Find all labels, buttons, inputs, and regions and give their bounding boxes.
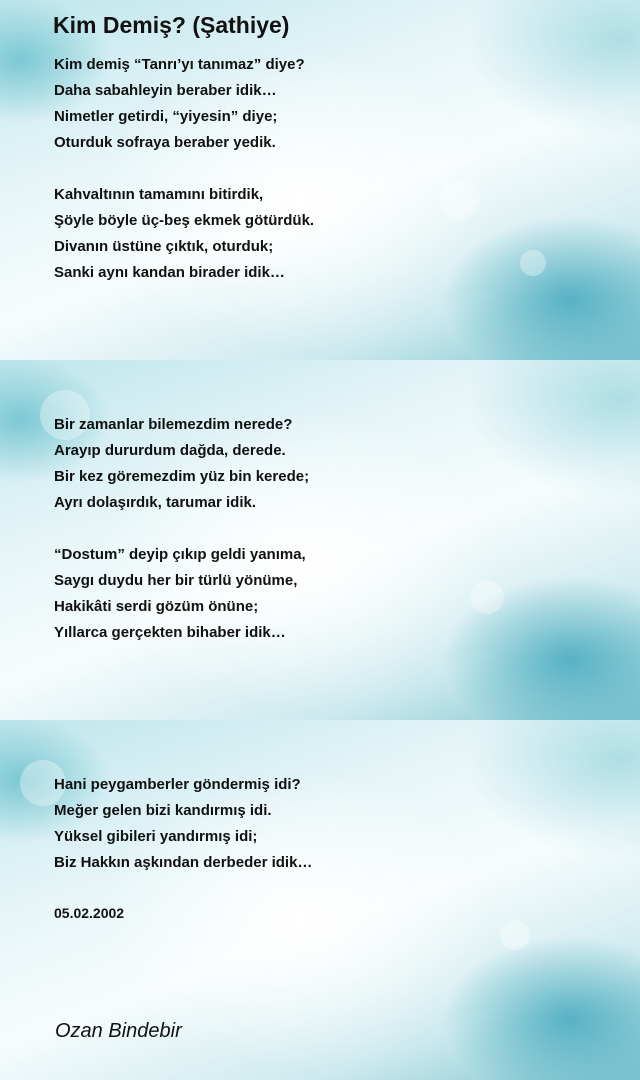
poem-line: Daha sabahleyin beraber idik… <box>54 82 277 99</box>
poem-line: “Dostum” deyip çıkıp geldi yanıma, <box>54 546 306 563</box>
poem-panel-3 <box>0 720 640 1080</box>
poem-panel-1 <box>0 0 640 360</box>
poem-line: Kahvaltının tamamını bitirdik, <box>54 186 264 203</box>
stanza-4 <box>54 542 306 646</box>
stanza-3 <box>54 412 309 516</box>
poem-panel-2 <box>0 360 640 720</box>
poem-line: Ayrı dolaşırdık, tarumar idik. <box>54 494 257 511</box>
poem-line: Meğer gelen bizi kandırmış idi. <box>54 802 272 819</box>
poem-line: Sanki aynı kandan birader idik… <box>54 264 285 281</box>
poem-line: Bir zamanlar bilemezdim nerede? <box>54 416 293 433</box>
stanza-5 <box>54 772 312 876</box>
poem-line: Oturduk sofraya beraber yedik. <box>54 134 276 151</box>
poem-line: Yüksel gibileri yandırmış idi; <box>54 828 258 845</box>
poem-line: Saygı duydu her bir türlü yönüme, <box>54 572 298 589</box>
poem-date: 05.02.2002 <box>54 905 125 921</box>
poem-author: Ozan Bindebir <box>55 1020 182 1042</box>
poem-line: Nimetler getirdi, “yiyesin” diye; <box>54 108 278 125</box>
poem-line: Hani peygamberler göndermiş idi? <box>54 776 301 793</box>
poem-line: Biz Hakkın aşkından derbeder idik… <box>54 854 313 871</box>
poem-line: Arayıp dururdum dağda, derede. <box>54 442 286 459</box>
poem-line: Şöyle böyle üç-beş ekmek götürdük. <box>54 212 315 229</box>
stanza-1 <box>54 52 305 156</box>
poem-line: Kim demiş “Tanrı’yı tanımaz” diye? <box>54 56 305 73</box>
poem-title: Kim Demiş? (Şathiye) <box>53 12 290 38</box>
poem-line: Bir kez göremezdim yüz bin kerede; <box>54 468 310 485</box>
poem-line: Divanın üstüne çıktık, oturduk; <box>54 238 274 255</box>
poem-line: Yıllarca gerçekten bihaber idik… <box>54 624 286 641</box>
stanza-2 <box>54 182 314 286</box>
poem-line: Hakikâti serdi gözüm önüne; <box>54 598 259 615</box>
